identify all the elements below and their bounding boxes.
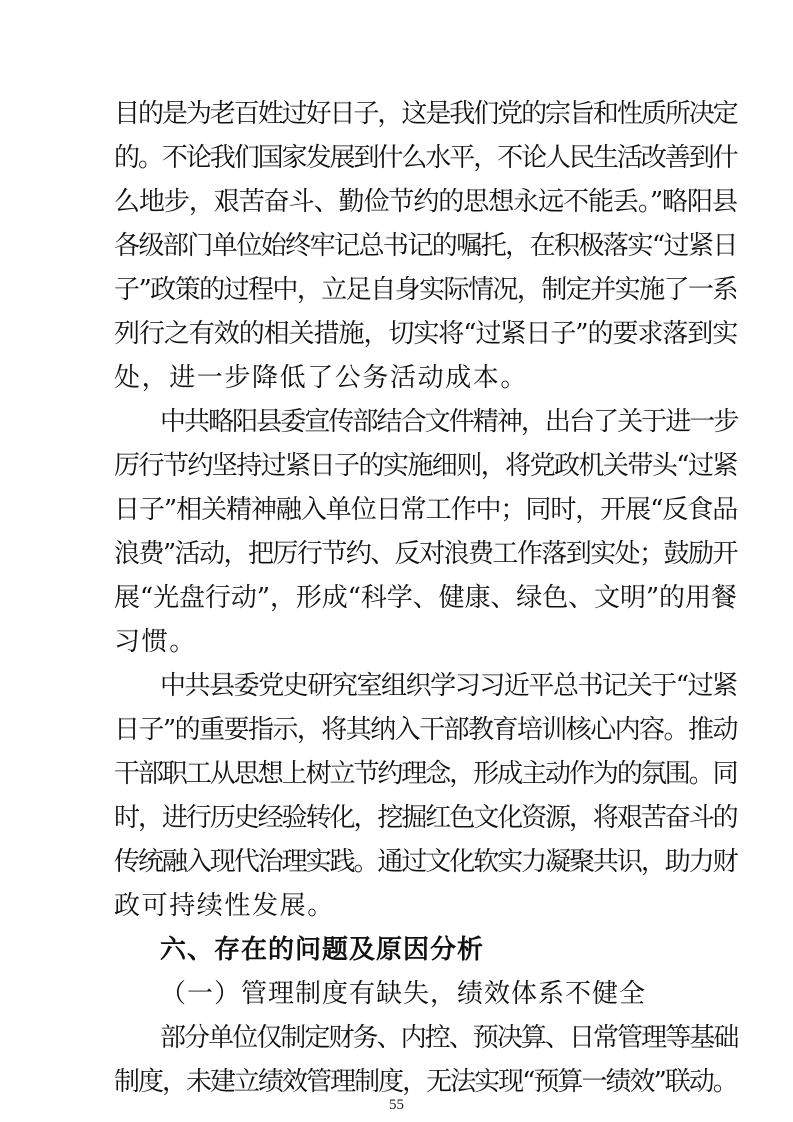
text-line: 子”政策的过程中，立足自身实际情况，制定并实施了一系 (114, 275, 737, 305)
text-line: 制度，未建立绩效管理制度，无法实现“预算一绩效”联动。 (114, 1067, 737, 1097)
text-line: 中共略阳县委宣传部结合文件精神，出台了关于进一步 (160, 407, 738, 437)
text-line: 目的是为老百姓过好日子，这是我们党的宗旨和性质所决定 (114, 99, 737, 129)
subsection-heading: （一）管理制度有缺失，绩效体系不健全 (160, 979, 647, 1009)
text-line: 习惯。 (114, 627, 197, 657)
text-line: 时，进行历史经验转化，挖掘红色文化资源，将艰苦奋斗的 (114, 803, 737, 833)
text-line: 中共县委党史研究室组织学习习近平总书记关于“过紧 (160, 671, 737, 701)
text-line: 日子”相关精神融入单位日常工作中；同时，开展“反食品 (114, 495, 738, 525)
section-heading: 六、存在的问题及原因分析 (160, 935, 485, 965)
text-line: 浪费”活动，把厉行节约、反对浪费工作落到实处；鼓励开 (114, 539, 737, 569)
text-line: 么地步，艰苦奋斗、勤俭节约的思想永远不能丢。”略阳县 (114, 187, 737, 217)
page-number: 55 (389, 1097, 404, 1113)
text-line: 干部职工从思想上树立节约理念，形成主动作为的氛围。同 (114, 759, 737, 789)
text-line: 展“光盘行动”，形成“科学、健康、绿色、文明”的用餐 (114, 583, 737, 613)
text-line: 列行之有效的相关措施，切实将“过紧日子”的要求落到实 (114, 319, 738, 349)
text-line: 的。不论我们国家发展到什么水平，不论人民生活改善到什 (114, 143, 737, 173)
text-line: 政可持续性发展。 (114, 891, 335, 921)
text-line: 处，进一步降低了公务活动成本。 (114, 363, 529, 393)
text-line: 部分单位仅制定财务、内控、预决算、日常管理等基础 (160, 1023, 738, 1053)
text-line: 各级部门单位始终牢记总书记的嘱托，在积极落实“过紧日 (114, 231, 737, 261)
text-line: 厉行节约坚持过紧日子的实施细则，将党政机关带头“过紧 (114, 451, 737, 481)
text-line: 传统融入现代治理实践。通过文化软实力凝聚共识，助力财 (114, 847, 737, 877)
text-line: 日子”的重要指示，将其纳入干部教育培训核心内容。推动 (114, 715, 737, 745)
